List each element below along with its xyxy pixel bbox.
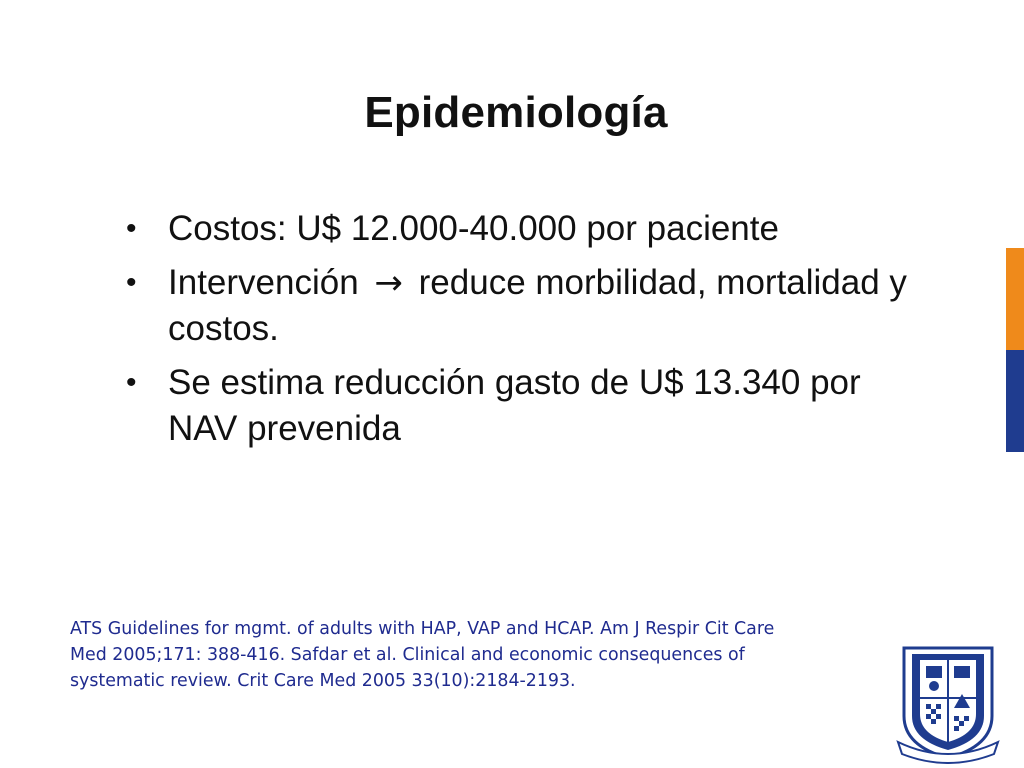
reference-line: ATS Guidelines for mgmt. of adults with HAP, VAP and HCAP. Am J Respir Cit Care bbox=[70, 619, 775, 639]
accent-bar-blue bbox=[1006, 350, 1024, 452]
right-arrow-icon: → bbox=[374, 263, 403, 303]
bullet-dot-icon: • bbox=[126, 266, 137, 299]
bullet-list bbox=[124, 206, 924, 460]
bullet-item-savings bbox=[124, 360, 924, 452]
bullet-dot-icon: • bbox=[126, 212, 137, 245]
reference-line: systematic review. Crit Care Med 2005 33(10):2184-2193. bbox=[70, 671, 576, 691]
bullet-dot-icon: • bbox=[126, 366, 137, 399]
bullet-item-intervention bbox=[124, 260, 924, 352]
bullet-text: Costos: U$ 12.000-40.000 por paciente bbox=[168, 209, 779, 248]
bullet-text-after-arrow: reduce morbilidad, mortalidad y costos. bbox=[168, 263, 907, 348]
reference-line: Med 2005;171: 388-416. Safdar et al. Clinical and economic consequences of bbox=[70, 645, 745, 665]
bullet-item-costs bbox=[124, 206, 924, 252]
reference-citation bbox=[70, 616, 970, 694]
slide-title: Epidemiología bbox=[364, 88, 668, 137]
bullet-text: Se estima reducción gasto de U$ 13.340 por NAV prevenida bbox=[168, 363, 861, 448]
university-seal-icon bbox=[890, 638, 1006, 764]
accent-bar-orange bbox=[1006, 248, 1024, 350]
bullet-text-before-arrow: Intervención bbox=[168, 263, 359, 302]
